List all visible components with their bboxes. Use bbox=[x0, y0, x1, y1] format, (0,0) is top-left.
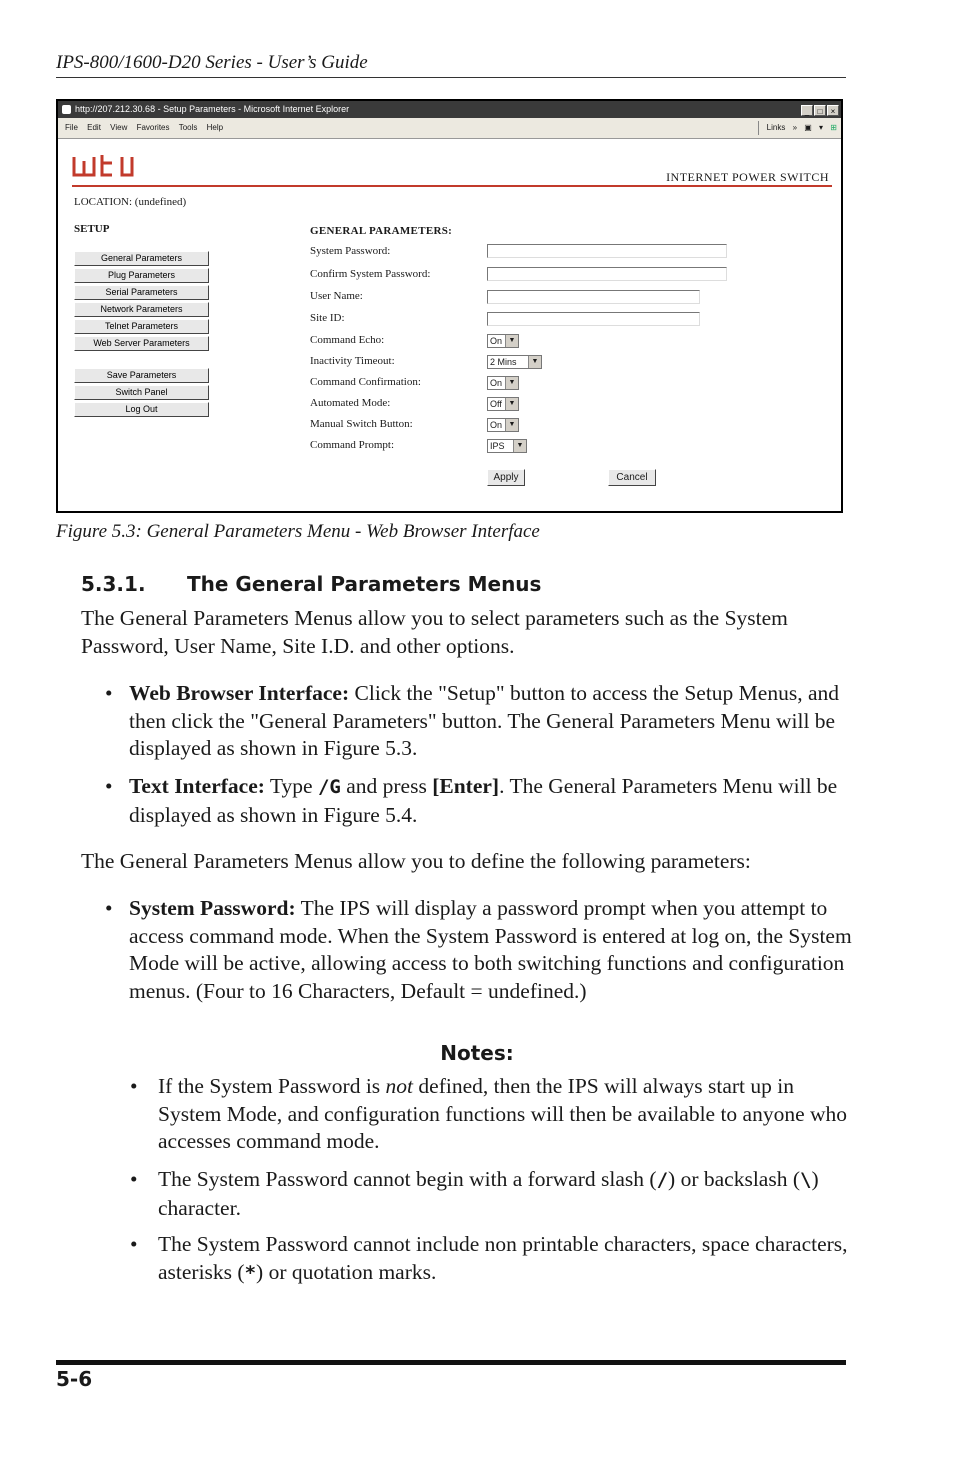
nav-serial-parameters-button[interactable]: Serial Parameters bbox=[74, 285, 209, 300]
text-interface-command: /G bbox=[317, 776, 341, 798]
site-id-input[interactable] bbox=[487, 312, 700, 326]
automated-mode-label: Automated Mode: bbox=[310, 397, 391, 409]
section-title: The General Parameters Menus bbox=[187, 572, 542, 596]
note-bullet-3: • bbox=[130, 1232, 138, 1256]
note-bullet-2: • bbox=[130, 1167, 138, 1191]
command-prompt-label: Command Prompt: bbox=[310, 439, 395, 451]
menu-help[interactable]: Help bbox=[206, 123, 224, 132]
save-parameters-button[interactable]: Save Parameters bbox=[74, 368, 209, 383]
footer-rule bbox=[56, 1360, 846, 1365]
cancel-button[interactable]: Cancel bbox=[608, 469, 656, 486]
note-2-post: ) character. bbox=[158, 1167, 819, 1220]
note-2-pre: The System Password cannot begin with a forward slash ( bbox=[158, 1167, 657, 1191]
nav-network-parameters-button[interactable]: Network Parameters bbox=[74, 302, 209, 317]
bullet-web: • bbox=[105, 681, 113, 705]
note-1-post: defined, then the IPS will always start up in System Mode, and configuration functions will then be available to anyone who accesses command mode. bbox=[158, 1074, 848, 1153]
menu-edit[interactable]: Edit bbox=[87, 123, 101, 132]
menu-view[interactable]: View bbox=[110, 123, 128, 132]
web-browser-interface-text: Click the "Setup" button to access the Setup Menus, and then click the "General Parameters" button. The General Parameters Menu will be displayed as shown in Figure 5.3. bbox=[129, 681, 840, 760]
setup-heading: SETUP bbox=[74, 223, 110, 235]
close-icon[interactable]: × bbox=[827, 105, 839, 116]
site-id-label: Site ID: bbox=[310, 312, 345, 324]
chevron-icon[interactable]: » bbox=[792, 123, 798, 132]
minimize-icon[interactable]: _ bbox=[801, 105, 813, 116]
notes-title: Notes bbox=[440, 1041, 506, 1065]
intro-paragraph: The General Parameters Menus allow you to select parameters such as the System Password, User Name, Site I.D. and other options. bbox=[81, 606, 788, 658]
command-confirmation-label: Command Confirmation: bbox=[310, 376, 421, 388]
chevron-down-icon[interactable]: ▼ bbox=[505, 335, 518, 347]
bullet-system-password: • bbox=[105, 896, 113, 920]
chevron-down-icon[interactable]: ▼ bbox=[505, 377, 518, 389]
command-confirmation-value: On bbox=[490, 378, 503, 388]
text-interface-label: Text Interface: bbox=[129, 774, 265, 798]
section-heading bbox=[81, 572, 541, 596]
header-rule bbox=[56, 77, 846, 78]
system-password-description: The IPS will display a password prompt when you attempt to access command mode. When the System Password is entered at log on, the System Mode will be active, allowing access to both switching functions and configuration menus. (Four to 16 Characters, Default = undefined.) bbox=[129, 896, 852, 1003]
note-3-pre: The System Password cannot include non printable characters, space characters, asterisks ( bbox=[158, 1232, 848, 1284]
confirm-system-password-label: Confirm System Password: bbox=[310, 268, 431, 280]
text-interface-post: . The General Parameters Menu will be displayed as shown in Figure 5.4. bbox=[129, 774, 838, 827]
page-number: 5-6 bbox=[56, 1367, 93, 1391]
manual-switch-button-value: On bbox=[490, 420, 503, 430]
system-password-input[interactable] bbox=[487, 244, 727, 258]
inactivity-timeout-label: Inactivity Timeout: bbox=[310, 355, 395, 367]
command-echo-select[interactable] bbox=[487, 334, 519, 348]
log-out-button[interactable]: Log Out bbox=[74, 402, 209, 417]
command-echo-label: Command Echo: bbox=[310, 334, 385, 346]
system-password-term: System Password: bbox=[129, 896, 296, 920]
command-echo-value: On bbox=[490, 336, 503, 346]
general-parameters-heading: GENERAL PARAMETERS: bbox=[310, 225, 453, 237]
manual-switch-button-select[interactable] bbox=[487, 418, 519, 432]
system-password-label: System Password: bbox=[310, 245, 391, 257]
chevron-down-icon[interactable]: ▼ bbox=[513, 440, 526, 452]
menu-file[interactable]: File bbox=[65, 123, 78, 132]
backslash-char: \ bbox=[800, 1169, 812, 1191]
command-confirmation-select[interactable] bbox=[487, 376, 519, 390]
section-number: 5.3.1. bbox=[81, 572, 146, 596]
manual-switch-button-label: Manual Switch Button: bbox=[310, 418, 413, 430]
forward-slash-char: / bbox=[656, 1169, 669, 1191]
menu-tools[interactable]: Tools bbox=[178, 123, 198, 132]
browser-titlebar bbox=[58, 101, 841, 118]
text-interface-item bbox=[129, 773, 854, 829]
wti-logo bbox=[72, 153, 156, 183]
define-intro-paragraph: The General Parameters Menus allow you to define the following parameters: bbox=[81, 849, 751, 873]
web-browser-interface-item bbox=[129, 680, 854, 763]
automated-mode-select[interactable] bbox=[487, 397, 519, 411]
inactivity-timeout-select[interactable] bbox=[487, 355, 542, 369]
note-1-emphasis: not bbox=[385, 1074, 414, 1098]
dropdown-icon[interactable]: ▾ bbox=[819, 123, 824, 132]
note-2-mid: ) or backslash ( bbox=[668, 1167, 800, 1191]
location-label: LOCATION: (undefined) bbox=[74, 196, 187, 208]
logo-text: wti bbox=[138, 175, 140, 176]
system-password-item bbox=[129, 895, 859, 1005]
nav-plug-parameters-button[interactable]: Plug Parameters bbox=[74, 268, 209, 283]
ie-icon bbox=[62, 105, 71, 114]
maximize-icon[interactable]: □ bbox=[814, 105, 826, 116]
command-prompt-value: IPS bbox=[490, 441, 505, 451]
product-name: INTERNET POWER SWITCH bbox=[666, 170, 829, 184]
menu-favorites[interactable]: Favorites bbox=[136, 123, 170, 132]
toolbar-separator bbox=[758, 121, 759, 135]
user-name-label: User Name: bbox=[310, 290, 363, 302]
user-name-input[interactable] bbox=[487, 290, 700, 304]
nav-general-parameters-button[interactable]: General Parameters bbox=[74, 251, 209, 266]
asterisk-char: * bbox=[244, 1261, 257, 1284]
links-button[interactable]: Links bbox=[766, 123, 786, 132]
chevron-down-icon[interactable]: ▼ bbox=[505, 398, 518, 410]
notes-colon: : bbox=[505, 1041, 514, 1065]
automated-mode-value: Off bbox=[490, 399, 502, 409]
bullet-text: • bbox=[105, 774, 113, 798]
nav-telnet-parameters-button[interactable]: Telnet Parameters bbox=[74, 319, 209, 334]
chevron-down-icon[interactable]: ▼ bbox=[528, 356, 541, 368]
confirm-system-password-input[interactable] bbox=[487, 267, 727, 281]
windows-logo-icon: ⊞ bbox=[830, 123, 837, 132]
figure-caption: Figure 5.3: General Parameters Menu - Web Browser Interface bbox=[56, 521, 540, 542]
inactivity-timeout-value: 2 Mins bbox=[490, 357, 517, 367]
brand-rule bbox=[72, 185, 832, 187]
note-1 bbox=[158, 1073, 848, 1156]
note-3 bbox=[158, 1231, 848, 1287]
chevron-down-icon[interactable]: ▼ bbox=[505, 419, 518, 431]
note-2 bbox=[158, 1166, 848, 1222]
note-3-post: ) or quotation marks. bbox=[256, 1259, 437, 1284]
apply-button[interactable]: Apply bbox=[487, 469, 525, 486]
browser-title: http://207.212.30.68 - Setup Parameters - Microsoft Internet Explorer bbox=[75, 104, 350, 114]
print-icon[interactable]: ▣ bbox=[804, 123, 812, 132]
nav-web-server-parameters-button[interactable]: Web Server Parameters bbox=[74, 336, 209, 351]
enter-key: [Enter] bbox=[432, 774, 500, 798]
running-head: IPS-800/1600-D20 Series - User’s Guide bbox=[56, 52, 368, 73]
note-1-pre: If the System Password is bbox=[158, 1074, 386, 1098]
text-interface-pre: Type bbox=[264, 774, 318, 798]
note-bullet-1: • bbox=[130, 1074, 138, 1098]
browser-menubar bbox=[58, 118, 841, 139]
switch-panel-button[interactable]: Switch Panel bbox=[74, 385, 209, 400]
web-browser-interface-label: Web Browser Interface: bbox=[129, 681, 350, 705]
command-prompt-select[interactable] bbox=[487, 439, 527, 453]
text-interface-mid: and press bbox=[340, 774, 433, 798]
notes-heading bbox=[0, 1041, 954, 1065]
browser-screenshot bbox=[56, 99, 843, 513]
